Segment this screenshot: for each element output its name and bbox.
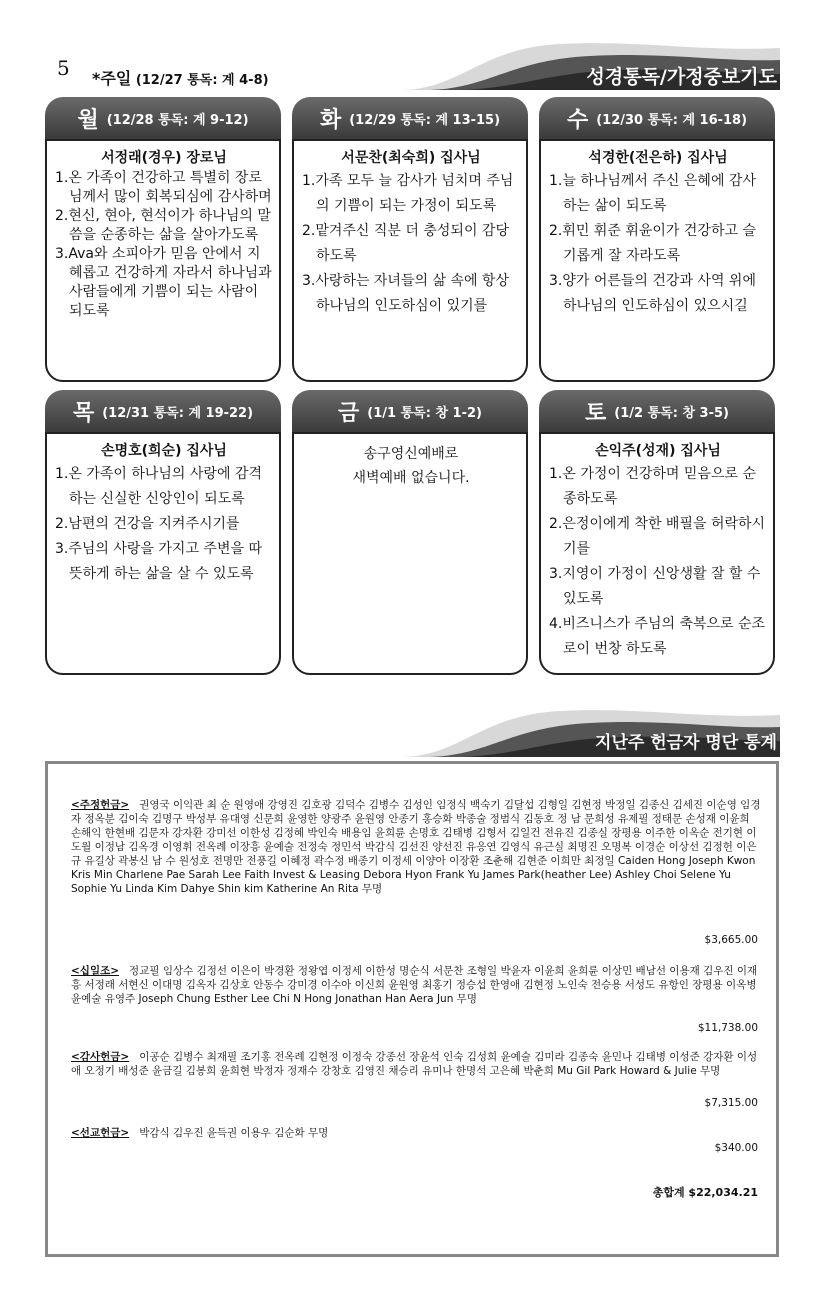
family-name: 석경한(전은하) 집사님 [588,150,728,166]
sunday-label: *주일 [92,69,132,88]
prayer-item: 3.사랑하는 자녀들의 삶 속에 항상 하나님의 인도하심이 있기를 [302,273,509,314]
card-sat [539,390,775,675]
reading-range: (1/1 통독: 창 1-2) [367,405,482,421]
day-label: 월 [77,107,99,133]
offering-amount: $3,665.00 [704,934,758,946]
card-body [45,139,281,382]
card-body [539,139,775,382]
offering-amount: $11,738.00 [697,1022,758,1034]
prayer-item: 3.Ava와 소피아가 믿음 안에서 지혜롭고 건강하게 자라서 하나님과 사람들에게 기쁨이 되는 사람이 되도록 [55,246,272,319]
header-title-offering: 지난주 헌금자 명단 통계 [595,733,777,753]
prayer-item: 3.주님의 사랑을 가지고 주변을 따뜻하게 하는 삶을 살 수 있도록 [55,541,262,582]
offering-names: 정교필 임상수 김정선 이은이 박경환 정왕엽 이정세 이한성 명순식 서문찬 조형일 박윤자 이윤희 윤희륜 이상민 배남선 이용재 김우진 이재흥 서정래 서현신 이대명 김옥자 김상호 안동수 강미경 이수아 이신희 윤원영 최홍기 정승섭 한영애 김현정 노인숙 전승용 서성도 유항인 장평용 이옥병 윤예술 유영주 Joseph Chung Esther Lee Chi N Hong Jonathan Han Aera Jun 무명 [71,965,758,1005]
prayer-item: 2.맡겨주신 직분 더 충성되이 감당하도록 [302,223,509,264]
card-body [292,432,528,675]
offering-list [45,761,779,1257]
prayer-item: 2.남편의 건강을 지켜주시기를 [55,516,240,532]
card-tab [539,390,775,432]
offering-section [71,798,761,896]
card-thu [45,390,281,675]
prayer-item: 2.현신, 현아, 현석이가 하나님의 말씀을 순종하는 삶을 살아가도록 [55,208,271,243]
prayer-item: 3.양가 어른들의 건강과 사역 위에 하나님의 인도하심이 있으시길 [549,273,756,314]
family-name: 손익주(성재) 집사님 [595,443,721,459]
reading-range: (1/2 통독: 창 3-5) [614,405,729,421]
offering-label: <선교헌금> [71,1127,130,1139]
offering-names: 권영국 이익관 최 순 원영애 강영진 김호광 김덕수 김병수 김성인 임정식 백숙기 김달섭 김형일 김현정 박정일 김종신 김세진 이순영 임경자 정옥분 김이숙 김명구 박성부 유대영 신문희 윤영한 양광주 윤원영 안종기 홍승화 박종술 정범식 김동호 정 남 문희성 유제필 정태문 손성재 이윤희 손해익 한현배 김문자 강자환 강미선 이한성 김정혜 박인숙 배용임 윤희륜 손명호 김태병 김형서 김일건 전유진 김종실 장평용 이주한 이옥순 전기현 이도월 이정남 김옥경 이영휘 전옥례 이장흥 윤예술 전정숙 정민석 박감식 김선진 양선진 유응연 김영식 유근실 최명진 오명복 이경순 이상선 김정헌 이은규 유길상 곽봉신 남 수 원성호 전명만 전풍길 이혜정 곽수정 배종기 이정세 이양아 이장환 조춘해 김현준 이희만 최정일 Caiden Hong Joseph Kwon Kris Min Charlene Pae Sarah Lee Faith Invest & Leasing Debora Hyon Frank Yu James Park(heather Lee) Ashley Choi Selene Yu Sophie Yu Linda Kim Dahye Shin kim Katherine An Rita 무명 [71,799,761,895]
day-label: 수 [566,107,589,133]
day-label: 토 [585,400,607,426]
reading-range: (12/30 통독: 계 16-18) [596,112,748,128]
offering-section [71,964,761,1006]
offering-section [71,1126,761,1140]
grand-total: 총합계 $22,034.21 [652,1186,758,1199]
offering-label: <주정헌금> [71,799,130,811]
prayer-item: 2.은정이에게 착한 배필을 허락하시기를 [549,516,766,557]
notice-line: 새벽예배 없습니다. [352,470,470,486]
card-tab [292,390,528,432]
card-body [45,432,281,675]
header-title-prayer: 성경통독/가정중보기도 [586,66,777,88]
offering-section [71,1050,761,1078]
prayer-item: 3.지영이 가정이 신앙생활 잘 할 수 있도록 [549,566,761,607]
page-number: 5 [57,56,70,80]
day-label: 목 [72,400,95,426]
offering-label: <감사헌금> [71,1051,130,1063]
card-wed [539,97,775,382]
prayer-item: 1.온 가정이 건강하며 믿음으로 순종하도록 [549,466,756,507]
notice-line: 송구영신예배로 [363,446,459,462]
prayer-item: 1.가족 모두 늘 감사가 넘치며 주님의 기쁨이 되는 가정이 되도록 [302,173,514,214]
day-label: 금 [338,400,360,426]
card-tab [45,97,281,139]
card-tab [539,97,775,139]
offering-names: 이공순 김병수 최재필 조기홍 전옥례 김현정 이정숙 강종선 장윤석 인숙 김성희 윤예술 김미라 김종숙 윤민나 김태병 이성준 강자환 이성애 오정기 배성준 윤금길 김봉희 윤희현 박정자 정재수 강창호 김영진 채승리 유미나 한명석 고은혜 박춘희 Mu Gil Park Howard & Julie 무명 [71,1051,758,1077]
card-fri [292,390,528,675]
family-name: 서문찬(최숙희) 집사님 [341,150,481,166]
sunday-range: (12/27 통독: 계 4-8) [135,73,269,88]
prayer-item: 1.온 가족이 하나님의 사랑에 감격하는 신실한 신앙인이 되도록 [55,466,262,507]
reading-range: (12/31 통독: 계 19-22) [102,405,254,421]
prayer-item: 2.휘민 휘준 휘윤이가 건강하고 슬기롭게 잘 자라도록 [549,223,756,264]
offering-amount: $340.00 [714,1142,758,1154]
card-body [539,432,775,675]
day-label: 화 [319,107,342,133]
card-body [292,139,528,382]
sunday-reading [92,66,269,89]
prayer-item: 1.온 가족이 건강하고 특별히 장로님께서 많이 회복되심에 감사하며 [55,170,272,205]
reading-range: (12/29 통독: 계 13-15) [349,112,501,128]
offering-names: 박감식 김우진 윤득권 이용우 김순화 무명 [139,1127,329,1139]
offering-amount: $7,315.00 [704,1097,758,1109]
card-tab [45,390,281,432]
family-name: 손명호(희순) 집사님 [101,443,227,459]
family-name: 서정래(경우) 장로님 [101,150,227,166]
prayer-item: 4.비즈니스가 주님의 축복으로 순조로이 번창 하도록 [549,616,766,657]
prayer-item: 1.늘 하나님께서 주신 은혜에 감사하는 삶이 되도록 [549,173,756,214]
reading-range: (12/28 통독: 계 9-12) [106,112,249,128]
card-mon [45,97,281,382]
offering-label: <십일조> [71,965,120,977]
card-tab [292,97,528,139]
card-tue [292,97,528,382]
